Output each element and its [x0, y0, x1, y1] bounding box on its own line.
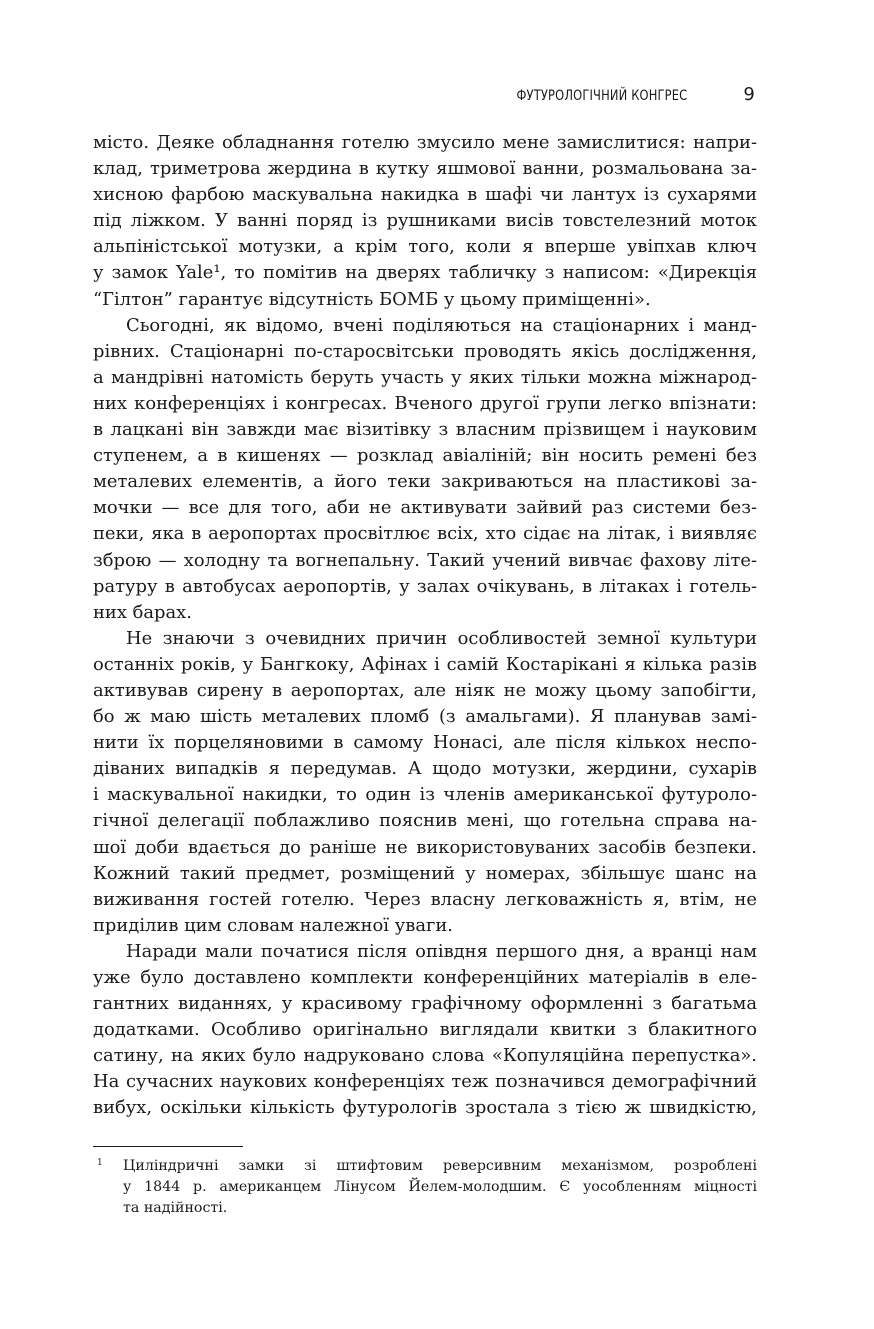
text-line: Не знаючи з очевидних причин особливостей земної культури	[126, 627, 757, 649]
text-line: Сьогодні, як відомо, вчені поділяються на стаціонарних і манд-	[126, 314, 757, 336]
running-head	[93, 84, 757, 108]
text-line: них конференціях і конгресах. Вченого другої групи легко впізнати:	[93, 392, 757, 414]
footnote-line: та надійності.	[123, 1200, 228, 1216]
footnote-line: у 1844 р. американцем Лінусом Йелем-молодшим. Є уособленням міцності	[123, 1179, 757, 1195]
footnote	[93, 1156, 757, 1219]
text-line: місто. Деяке обладнання готелю змусило мене замислитися: напри-	[93, 132, 757, 153]
text-line: діваних випадків я передумав. А щодо мотузки, жердини, сухарів	[93, 758, 757, 780]
text-line: активував сирену в аеропортах, але ніяк не можу цьому запобігти,	[93, 679, 757, 701]
text-line: хисною фарбою маскувальна накидка в шафі чи лантух із сухарями	[93, 184, 757, 206]
paragraph-1	[93, 130, 757, 313]
text-line: Наради мали початися після опівдня першого дня, а вранці нам	[126, 940, 757, 962]
text-line: нити їх порцеляновими в самому Нонасі, але після кількох неспо-	[93, 732, 757, 754]
text-line: гантних виданнях, у красивому графічному оформленні з багатьма	[93, 993, 757, 1015]
paragraph-4	[93, 939, 757, 1122]
text-line: рівних. Стаціонарні по-старосвітськи проводять якісь дослідження,	[93, 340, 757, 362]
text-line: мочки — все для того, аби не активувати зайвий раз системи без-	[93, 497, 757, 519]
text-line: приділив цим словам належної уваги.	[93, 914, 453, 936]
text-line: під ліжком. У ванні поряд із рушниками висів товстелезний моток	[93, 210, 757, 232]
footnote-text	[123, 1156, 757, 1219]
footnote-line: Циліндричні замки зі штифтовим реверсивним механізмом, розроблені	[123, 1158, 757, 1174]
text-line: бо ж маю шість металевих пломб (з амальгами). Я планував замі-	[93, 706, 757, 728]
text-line: шої доби вдається до раніше не використовуваних засобів безпеки.	[93, 836, 757, 858]
text-line: ступенем, а в кишенях — розклад авіаліній; він носить ремені без	[93, 445, 757, 467]
text-line: пеки, яка в аеропортах просвітлює всіх, хто сідає на літак, і виявляє	[93, 523, 757, 545]
text-line: останніх років, у Бангкоку, Афінах і самій Костарікані я кілька разів	[93, 653, 757, 675]
text-line: “Гілтон” гарантує відсутність БОМБ у цьому приміщенні».	[93, 288, 651, 310]
text-line: уже було доставлено комплекти конференційних матеріалів в еле-	[93, 967, 757, 988]
paragraph-2	[93, 313, 757, 626]
text-line: вибух, оскільки кількість футурологів зростала з тією ж швидкістю,	[93, 1097, 757, 1119]
text-line: виживання гостей готелю. Через власну легковажність я, втім, не	[93, 888, 757, 910]
page-number: 9	[743, 84, 755, 105]
text-line: зброю — холодну та вогнепальну. Такий учений вивчає фахову літе-	[93, 549, 757, 571]
text-line: а мандрівні натомість беруть участь у яких тільки можна міжнарод-	[93, 366, 757, 388]
text-line: ратуру в автобусах аеропортів, у залах очікувань, в літаках і готель-	[93, 575, 757, 597]
paragraph-3	[93, 626, 757, 939]
text-line: них барах.	[93, 601, 192, 623]
text-line: металевих елементів, а його теки закриваються на пластикові за-	[93, 471, 757, 493]
running-title: ФУТУРОЛОГІЧНИЙ КОНГРЕС	[516, 88, 687, 104]
text-line: альпіністської мотузки, а крім того, коли я вперше увіпхав ключ	[93, 236, 757, 258]
footnote-marker: 1	[97, 1158, 103, 1168]
text-line: клад, триметрова жердина в кутку яшмової ванни, розмальована за-	[93, 158, 757, 180]
text-line: гічної делегації поблажливо пояснив мені, що готельна справа на-	[93, 810, 757, 832]
text-line: На сучасних наукових конференціях теж позначився демографічний	[93, 1071, 757, 1093]
text-line: в лацкані він завжди має візитівку з власним прізвищем і науковим	[93, 419, 757, 441]
text-line: Кожний такий предмет, розміщений у номерах, збільшує шанс на	[93, 862, 757, 884]
text-line: сатину, на яких було надруковано слова «Копуляційна перепустка».	[93, 1045, 757, 1067]
text-line: у замок Yale¹, то помітив на дверях табличку з написом: «Дирекція	[93, 262, 757, 284]
footnote-rule	[93, 1146, 243, 1147]
body-text	[93, 130, 757, 1122]
text-line: додатками. Особливо оригінально виглядали квитки з блакитного	[93, 1019, 757, 1041]
text-line: і маскувальної накидки, то один із членів американської футуроло-	[93, 784, 757, 806]
